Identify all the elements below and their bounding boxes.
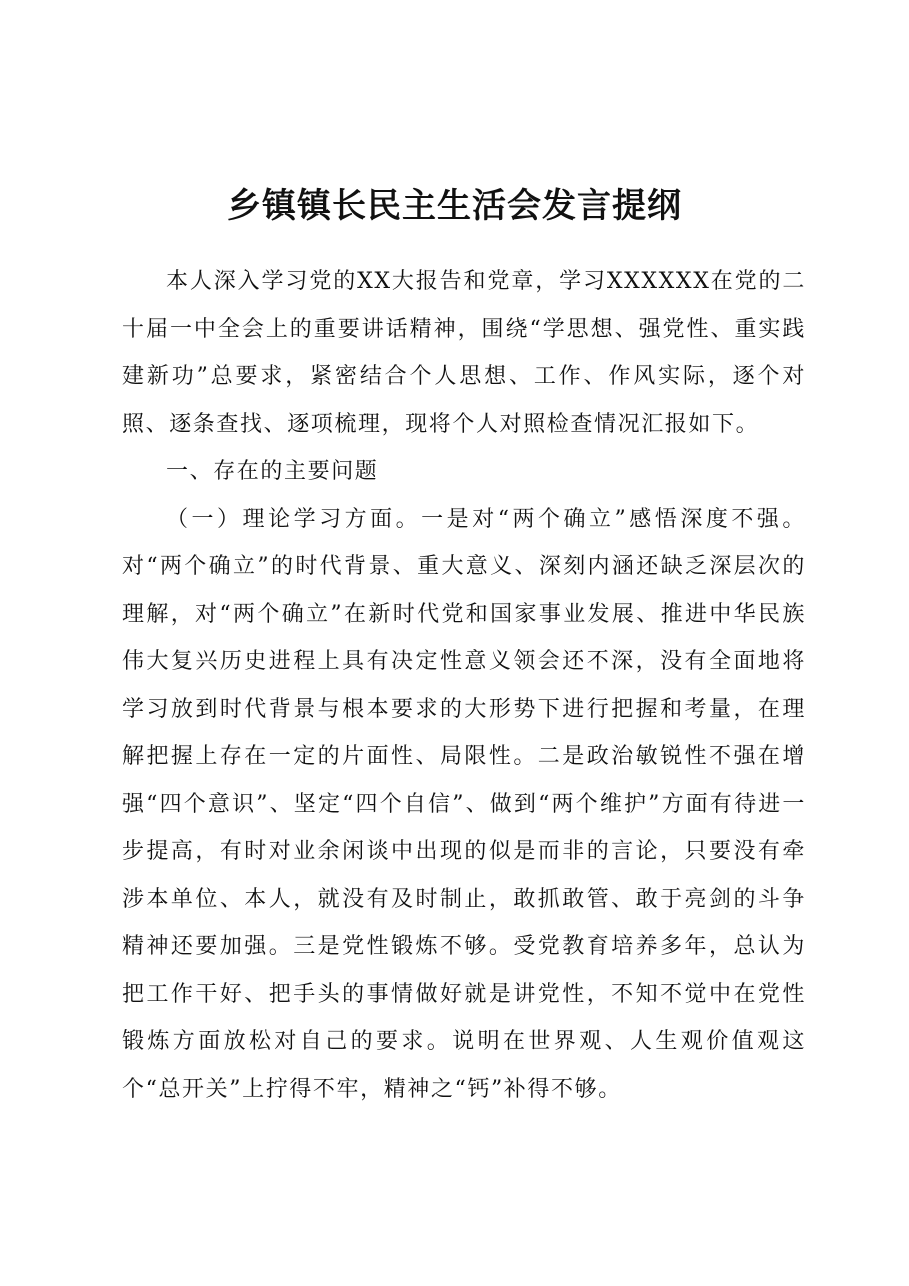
document-title: 乡镇镇长民主生活会发言提纲 (227, 186, 682, 226)
document-body (122, 258, 806, 1113)
intro-paragraph: 本人深入学习党的XX大报告和党章，学习XXXXXX在党的二十届一中全会上的重要讲话精神，围绕“学思想、强党性、重实践建新功”总要求，紧密结合个人思想、工作、作风实际，逐个对照、逐条查找、逐项梳理，现将个人对照检查情况汇报如下。 (122, 269, 806, 437)
body-paragraph: （一）理论学习方面。一是对“两个确立”感悟深度不强。对“两个确立”的时代背景、重大意义、深刻内涵还缺乏深层次的理解，对“两个确立”在新时代党和国家事业发展、推进中华民族伟大复兴历史进程上具有决定性意义领会还不深，没有全面地将学习放到时代背景与根本要求的大形势下进行把握和考量，在理解把握上存在一定的片面性、局限性。二是政治敏锐性不强在增强“四个意识”、坚定“四个自信”、做到“两个维护”方面有待进一步提高，有时对业余闲谈中出现的似是而非的言论，只要没有牵涉本单位、本人，就没有及时制止，敢抓敢管、敢于亮剑的斗争精神还要加强。三是党性锻炼不够。受党教育培养多年，总认为把工作干好、把手头的事情做好就是讲党性，不知不觉中在党性锻炼方面放松对自己的要求。说明在世界观、人生观价值观这个“总开关”上拧得不牢，精神之“钙”补得不够。 (122, 506, 806, 1102)
section-heading: 一、存在的主要问题 (166, 459, 379, 484)
